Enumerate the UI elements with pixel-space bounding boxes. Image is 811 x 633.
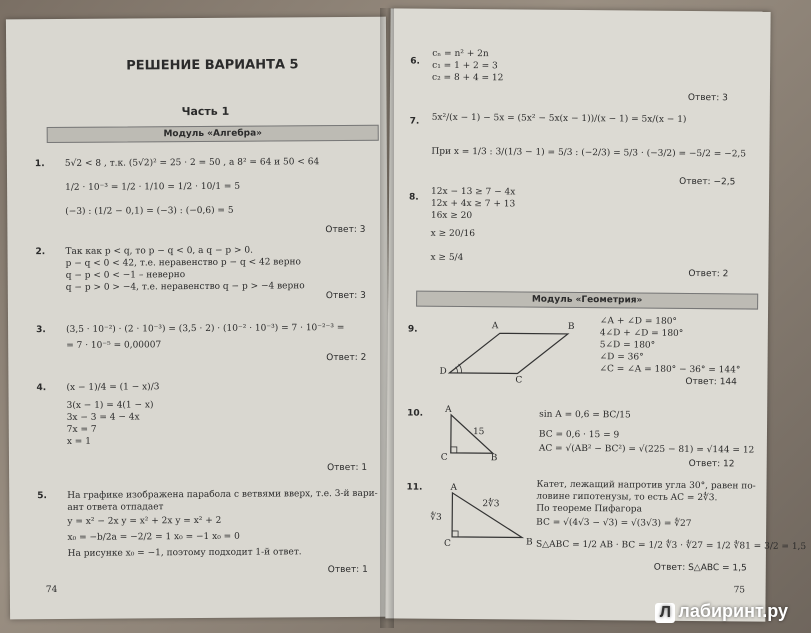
side-label: ∜3 <box>430 512 442 523</box>
problem-line: S△ABC = 1/2 AB · BC = 1/2 ∜3 · ∜27 = 1/2 ∜81 = 3/2 = 1,5 <box>535 539 807 552</box>
vertex-label: B <box>490 453 498 464</box>
answer: Ответ: S△ABC = 1,5 <box>653 562 747 574</box>
watermark <box>655 601 788 623</box>
problem-number: 9. <box>407 324 418 335</box>
side-label: 2∜3 <box>482 499 500 510</box>
vertex-label: C <box>515 375 523 386</box>
problem-number: 3. <box>36 325 46 336</box>
problem-line: При x = 1/3 : 3/(1/3 − 1) = 5/3 : (−2/3) = 5/3 · (−3/2) = −5/2 = −2,5 <box>431 146 747 160</box>
vertex-label: A <box>491 321 499 332</box>
answer: Ответ: 3 <box>325 224 366 236</box>
vertex-label: A <box>445 404 452 415</box>
watermark-text: лабиринт.ру <box>678 601 788 621</box>
problem-line: 7x = 7 <box>66 424 97 435</box>
problem-line: = 7 · 10⁻⁵ = 0,00007 <box>66 340 162 351</box>
problem-line: cₙ = n² + 2n <box>432 48 489 60</box>
side-label: 15 <box>472 427 485 438</box>
problem-line: 12x − 13 ≥ 7 − 4x <box>431 186 516 198</box>
vertex-label: B <box>567 321 575 332</box>
part-heading: Часть 1 <box>181 104 230 119</box>
problem-line: На рисунке x₀ = −1, поэтому подходит 1-й ответ. <box>67 547 302 559</box>
problem-number: 7. <box>409 116 420 127</box>
problem-line: 5√2 < 8 , т.к. (5√2)² = 25 · 2 = 50 , а 8² = 64 и 50 < 64 <box>64 157 320 169</box>
right-page <box>385 8 807 621</box>
problem-number: 11. <box>406 482 423 493</box>
answer: Ответ: 3 <box>325 290 366 302</box>
left-page <box>6 17 390 620</box>
problem-number: 5. <box>37 491 47 502</box>
problem-number: 10. <box>407 408 424 419</box>
problem-line: 3(x − 1) = 4(1 − x) <box>66 400 154 411</box>
problem-line: 16x ≥ 20 <box>430 210 473 222</box>
problem-line: y = x² − 2x y = x² + 2x y = x² + 2 <box>67 515 222 527</box>
problem-line: x = 1 <box>66 436 91 447</box>
problem-line: p − q < 0 < 42, т.е. неравенство p − q < 42 верно <box>65 257 301 269</box>
problem-line: 1/2 · 10⁻³ = 1/2 · 1/10 = 1/2 · 10/1 = 5 <box>65 181 241 193</box>
problem-line: ловине гипотенузы, то есть AC = 2∜3. <box>536 491 718 504</box>
vertex-label: C <box>440 452 448 463</box>
page-number: 74 <box>45 584 58 596</box>
page-number: 75 <box>733 585 746 596</box>
problem-number: 4. <box>36 383 47 394</box>
answer: Ответ: 2 <box>326 352 367 364</box>
problem-line: q − p > 0 > −4, т.е. неравенство q − p > −4 верно <box>65 281 305 293</box>
problem-number: 1. <box>34 159 45 170</box>
page-title: РЕШЕНИЕ ВАРИАНТА 5 <box>126 57 299 74</box>
problem-line: 3x − 3 = 4 − 4x <box>66 412 140 423</box>
problem-number: 8. <box>408 192 419 203</box>
problem-line: 5x²/(x − 1) − 5x = (5x² − 5x(x − 1))/(x − 1) = 5x/(x − 1) <box>431 112 687 125</box>
problem-line: c₁ = 1 + 2 = 3 <box>432 60 498 72</box>
answer: Ответ: 1 <box>327 462 368 474</box>
problem-line: q − p < 0 < −1 – неверно <box>65 270 186 281</box>
problem-line: sin A = 0,6 = BC/15 <box>539 409 631 421</box>
problem-line: На графике изображена парабола с ветвями вверх, т.е. 3-й вари- <box>67 488 378 501</box>
answer: Ответ: 1 <box>327 564 368 576</box>
problem-line: (x − 1)/4 = (1 − x)/3 <box>66 382 160 393</box>
problem-line: Катет, лежащий напротив угла 30°, равен по- <box>536 479 756 492</box>
labirint-logo-icon: Л <box>655 603 675 623</box>
problem-line: BC = √(4√3 − √3) = √(3√3) = ∜27 <box>536 517 692 529</box>
problem-line: x₀ = −b/2a = −2/2 = 1 x₀ = −1 x₀ = 0 <box>67 531 240 543</box>
module-geometry-header: Модуль «Геометрия» <box>416 291 758 310</box>
vertex-label: C <box>443 538 451 549</box>
answer: Ответ: 12 <box>688 458 735 470</box>
problem-number: 2. <box>35 247 46 258</box>
answer: Ответ: 2 <box>688 268 729 280</box>
problem-line: ант ответа отпадает <box>67 502 164 513</box>
problem-line: c₂ = 8 + 4 = 12 <box>432 72 504 84</box>
answer: Ответ: 3 <box>687 92 728 104</box>
vertex-label: A <box>450 482 458 493</box>
problem-number: 6. <box>410 56 420 67</box>
problem-line: ∠D = 36° <box>599 352 644 363</box>
problem-line: BC = 0,6 · 15 = 9 <box>538 429 620 441</box>
parallelogram-figure <box>427 321 578 382</box>
book-gutter <box>380 8 394 628</box>
problem-line: x ≥ 5/4 <box>430 252 464 263</box>
problem-line: ∠A + ∠D = 180° <box>599 316 678 327</box>
problem-line: 4∠D + ∠D = 180° <box>599 328 684 339</box>
problem-line: ∠C = ∠A = 180° − 36° = 144° <box>599 364 741 376</box>
answer: Ответ: −2,5 <box>679 176 736 188</box>
vertex-label: B <box>525 537 533 548</box>
problem-line: (−3) : (1/2 − 0,1) = (−3) : (−0,6) = 5 <box>65 205 234 217</box>
problem-line: Так как p < q, то p − q < 0, а q − p > 0. <box>65 245 254 257</box>
vertex-label: D <box>439 366 447 377</box>
module-algebra-header: Модуль «Алгебра» <box>47 125 379 143</box>
problem-line: 12x + 4x ≥ 7 + 13 <box>430 198 516 210</box>
answer: Ответ: 144 <box>685 376 737 388</box>
problem-line: (3,5 · 10⁻²) · (2 · 10⁻³) = (3,5 · 2) · (10⁻² · 10⁻³) = 7 · 10⁻²⁻³ = <box>66 322 345 335</box>
problem-line: x ≥ 20/16 <box>430 228 476 240</box>
problem-line: AC = √(AB² − BC²) = √(225 − 81) = √144 = 12 <box>538 443 755 456</box>
problem-line: 5∠D = 180° <box>599 340 656 351</box>
problem-line: По теореме Пифагора <box>536 503 643 515</box>
